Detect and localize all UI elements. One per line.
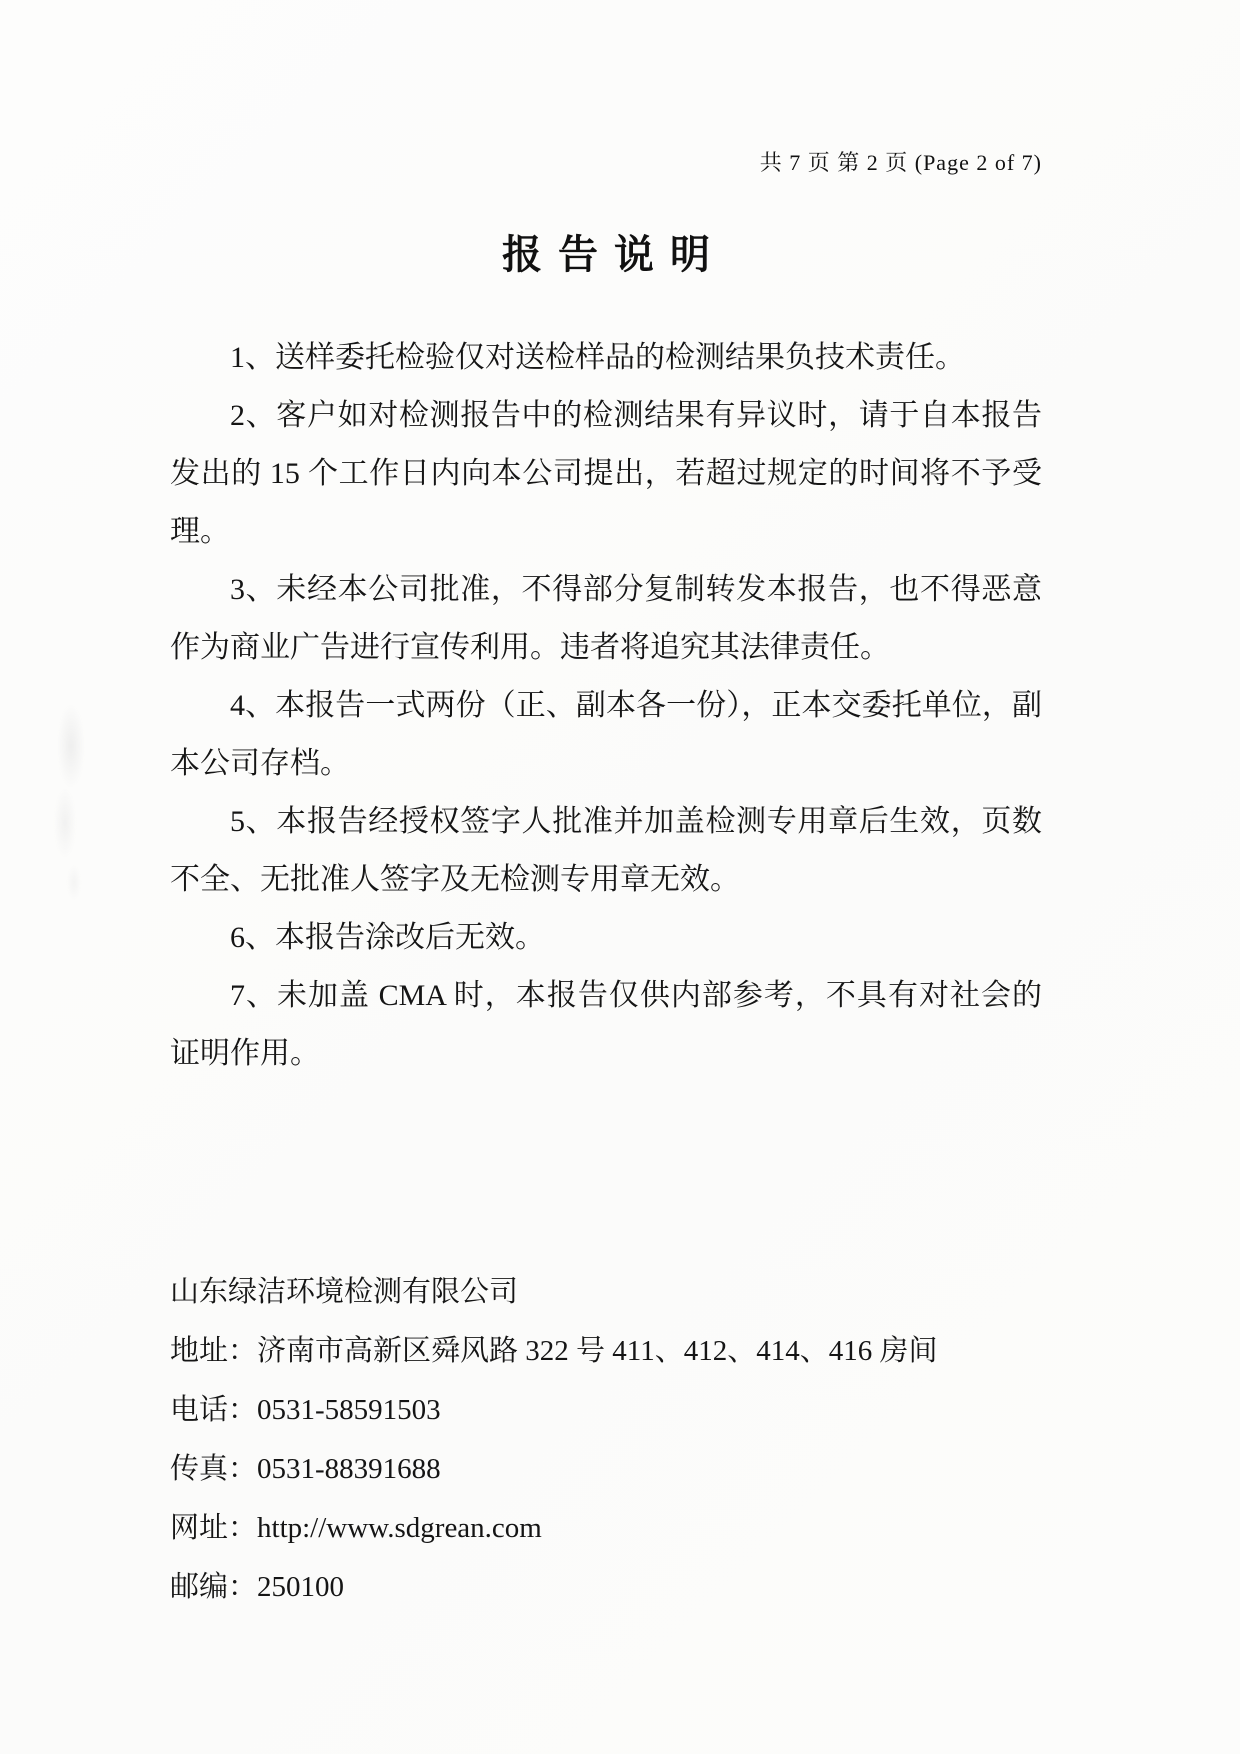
website-value: http://www.sdgrean.com xyxy=(257,1512,542,1544)
fax-label: 传真： xyxy=(170,1453,258,1485)
note-item-7: 7、未加盖 CMA 时，本报告仅供内部参考，不具有对社会的证明作用。 xyxy=(170,979,1042,1070)
page-title: 报告说明 xyxy=(502,231,726,277)
note-item-5: 5、本报告经授权签字人批准并加盖检测专用章后生效，页数不全、无批准人签字及无检测专用章无效。 xyxy=(170,805,1042,896)
website-label: 网址： xyxy=(170,1512,258,1544)
company-contact-block xyxy=(170,1263,1070,1617)
address-label: 地址： xyxy=(170,1335,258,1367)
company-name-text: 山东绿洁环境检测有限公司 xyxy=(170,1276,519,1308)
note-item-6: 6、本报告涂改后无效。 xyxy=(230,921,545,954)
postcode-label: 邮编： xyxy=(170,1571,258,1603)
phone-value: 0531-58591503 xyxy=(257,1394,441,1426)
address-line xyxy=(170,1322,1070,1381)
scan-smudge xyxy=(38,680,98,900)
note-item-2: 2、客户如对检测报告中的检测结果有异议时，请于自本报告发出的 15 个工作日内向本公司提出，若超过规定的时间将不予受理。 xyxy=(170,399,1042,548)
report-notes xyxy=(170,329,1042,1083)
note-item-1: 1、送样委托检验仅对送检样品的检测结果负技术责任。 xyxy=(230,341,965,374)
address-value: 济南市高新区舜风路 322 号 411、412、414、416 房间 xyxy=(257,1335,938,1367)
fax-value: 0531-88391688 xyxy=(257,1453,441,1485)
note-item-3: 3、未经本公司批准，不得部分复制转发本报告，也不得恶意作为商业广告进行宣传利用。违者将追究其法律责任。 xyxy=(170,573,1042,664)
note-item-4: 4、本报告一式两份（正、副本各一份），正本交委托单位，副本公司存档。 xyxy=(170,689,1042,780)
company-name xyxy=(170,1263,1070,1322)
phone-label: 电话： xyxy=(170,1394,258,1426)
page-number-header: 共 7 页 第 2 页 (Page 2 of 7) xyxy=(759,150,1042,175)
website-line xyxy=(170,1499,1070,1558)
postcode-line xyxy=(170,1558,1070,1617)
postcode-value: 250100 xyxy=(257,1571,345,1603)
phone-line xyxy=(170,1381,1070,1440)
fax-line xyxy=(170,1440,1070,1499)
